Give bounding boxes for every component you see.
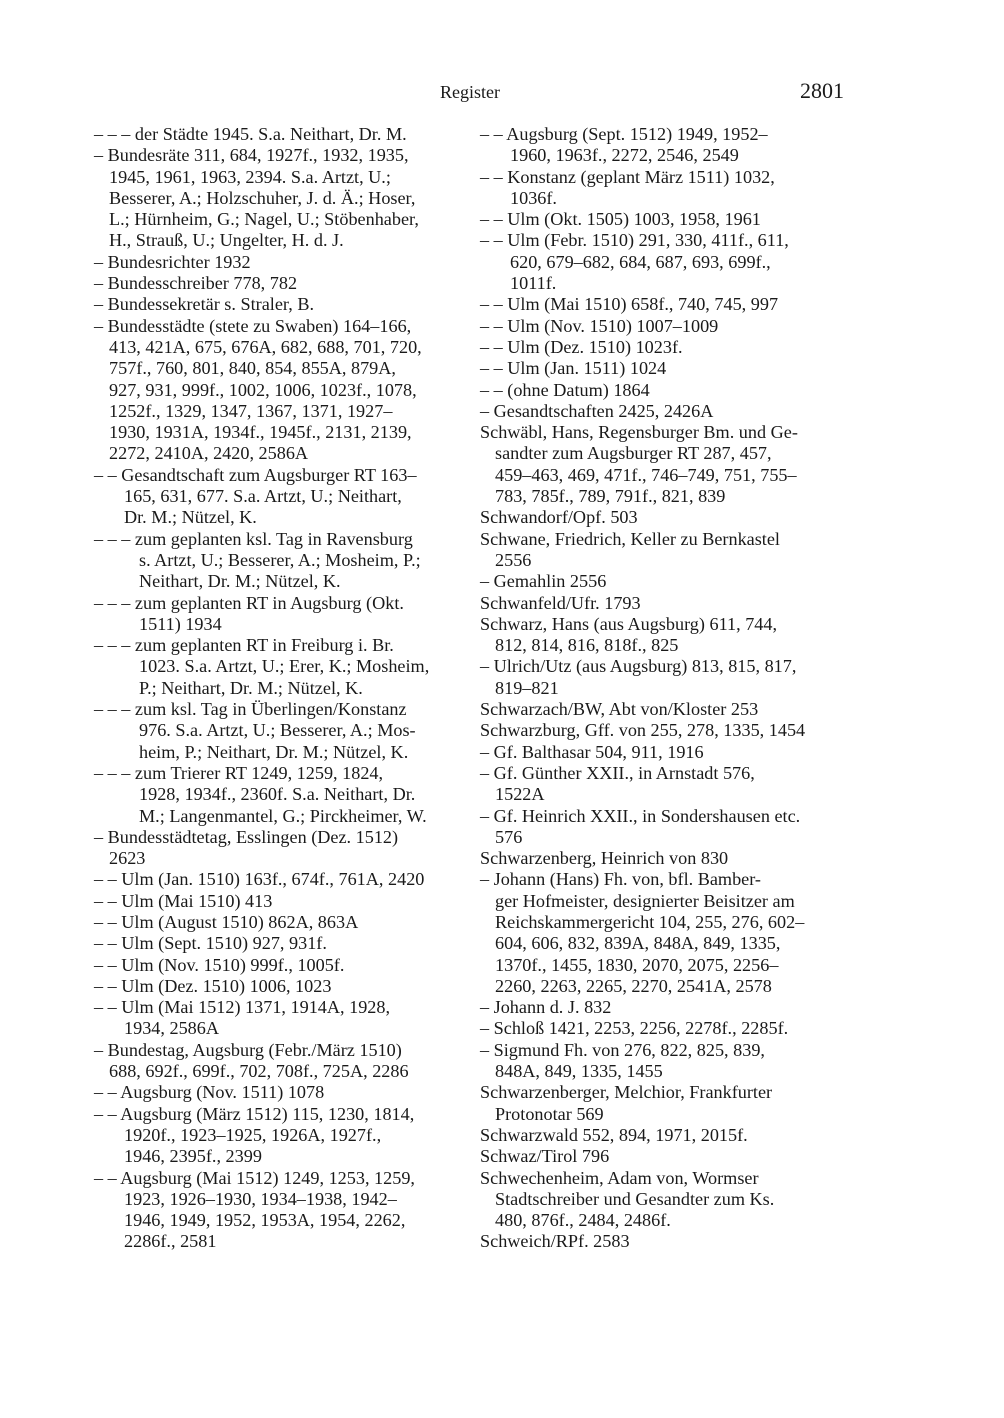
index-entry-line: Schwanfeld/Ufr. 1793 [480,592,641,613]
index-entry-line: – – Ulm (Nov. 1510) 999f., 1005f. [94,954,345,975]
index-entry-line: – – (ohne Datum) 1864 [480,379,650,400]
page-number: 2801 [800,78,844,103]
index-entry-line: – – – der Städte 1945. S.a. Neithart, Dr. M. [94,124,407,144]
index-entry [94,912,474,933]
index-entry-line: – Gesandtschaften 2425, 2426A [480,400,714,421]
index-entry-line: – Bundestag, Augsburg (Febr./März 1510) [94,1039,402,1060]
index-entry [94,827,474,870]
index-entry-line: – – Ulm (Mai 1510) 413 [94,890,273,911]
index-entry-line: 576 [495,826,523,847]
index-entry-line: 459–463, 469, 471f., 746–749, 751, 755– [495,464,797,485]
index-entry [480,1018,860,1039]
index-entry [94,1168,474,1253]
index-entry-line: – – – zum Trierer RT 1249, 1259, 1824, [94,762,384,783]
index-entry-line: – Bundessekretär s. Straler, B. [94,294,314,315]
index-entry-line: 2556 [495,549,532,570]
index-entry-line: 1934, 2586A [124,1018,219,1039]
index-entry [94,273,474,294]
index-entry-line: – Gf. Günther XXII., in Arnstadt 576, [480,762,755,783]
index-entry [94,465,474,529]
index-entry [480,1040,860,1083]
index-entry-line: 2286f., 2581 [124,1231,217,1252]
index-entry-line: – Bundesstädtetag, Esslingen (Dez. 1512) [94,826,399,847]
index-entry-line: – Bundesschreiber 778, 782 [94,273,298,294]
index-entry-line: Schwarzenberg, Heinrich von 830 [480,848,729,869]
index-entry-line: Schwarzburg, Gff. von 255, 278, 1335, 1454 [480,720,806,741]
register-column-right [480,124,860,1253]
index-entry [480,1231,860,1252]
index-entry-line: H., Strauß, U.; Ungelter, H. d. J. [109,230,344,251]
index-entry-line: – – Ulm (Okt. 1505) 1003, 1958, 1961 [480,209,761,230]
register-column-left [94,124,474,1253]
index-entry-line: – – Ulm (Jan. 1511) 1024 [480,358,667,379]
index-entry-line: – – Konstanz (geplant März 1511) 1032, [480,166,775,187]
index-entry [94,252,474,273]
index-entry-line: 783, 785f., 789, 791f., 821, 839 [495,486,726,507]
index-entry-line: 1252f., 1329, 1347, 1367, 1371, 1927– [109,400,393,421]
index-entry [94,933,474,954]
index-entry [480,1082,860,1125]
index-entry-line: Schwandorf/Opf. 503 [480,507,638,528]
index-entry-line: 1945, 1961, 1963, 2394. S.a. Artzt, U.; [109,166,391,187]
index-entry-line: – Gf. Heinrich XXII., in Sondershausen etc. [480,805,801,826]
index-entry-line: Protonotar 569 [495,1103,604,1124]
index-entry-line: 1511) 1934 [139,613,222,634]
index-entry-line: 1946, 1949, 1952, 1953A, 1954, 2262, [124,1210,406,1231]
index-entry [480,614,860,657]
index-entry-line: heim, P.; Neithart, Dr. M.; Nützel, K. [139,741,409,762]
index-entry [480,316,860,337]
index-entry-line: – Bundesstädte (stete zu Swaben) 164–166, [94,315,412,336]
index-entry-line: 2260, 2263, 2265, 2270, 2541A, 2578 [495,975,772,996]
index-entry-line: – – Ulm (Nov. 1510) 1007–1009 [480,315,719,336]
index-entry-line: – – Ulm (Mai 1510) 658f., 740, 745, 997 [480,294,779,315]
index-entry-line: – – Ulm (Jan. 1510) 163f., 674f., 761A, 2420 [94,869,425,890]
index-entry [480,869,860,997]
index-entry-line: – – Ulm (Febr. 1510) 291, 330, 411f., 611, [480,230,789,251]
index-entry-line: 2272, 2410A, 2420, 2586A [109,443,309,464]
index-entry-line: 2623 [109,848,146,869]
index-entry [480,593,860,614]
index-entry-line: – – – zum geplanten RT in Augsburg (Okt. [94,592,404,613]
page-title: Register [440,82,500,102]
index-entry [94,529,474,593]
index-entry-line: 1946, 2395f., 2399 [124,1146,262,1167]
index-entry [480,358,860,379]
index-entry-line: 413, 421A, 675, 676A, 682, 688, 701, 720, [109,336,422,357]
index-entry-line: – Johann (Hans) Fh. von, bfl. Bamber- [480,869,761,890]
index-entry-line: 620, 679–682, 684, 687, 693, 699f., [510,251,771,272]
index-entry [480,1168,860,1232]
index-entry [94,1082,474,1103]
index-entry-line: – Schloß 1421, 2253, 2256, 2278f., 2285f. [480,1018,789,1039]
index-entry-line: – – Augsburg (März 1512) 115, 1230, 1814, [94,1103,415,1124]
index-entry-line: – – – zum geplanten ksl. Tag in Ravensburg [94,528,413,549]
index-entry-line: – Gf. Balthasar 504, 911, 1916 [480,741,704,762]
index-entry [94,1040,474,1083]
index-entry-line: 757f., 760, 801, 840, 854, 855A, 879A, [109,358,396,379]
index-entry-line: – Sigmund Fh. von 276, 822, 825, 839, [480,1039,765,1060]
index-entry-line: – Gemahlin 2556 [480,571,607,592]
index-entry-line: 976. S.a. Artzt, U.; Besserer, A.; Mos- [139,720,416,741]
index-entry-line: 1960, 1963f., 2272, 2546, 2549 [510,145,739,166]
index-entry-line: Schwäbl, Hans, Regensburger Bm. und Ge- [480,422,798,443]
index-entry-line: 1928, 1934f., 2360f. S.a. Neithart, Dr. [139,784,416,805]
index-entry-line: Neithart, Dr. M.; Nützel, K. [139,571,341,592]
index-entry-line: Schwarzach/BW, Abt von/Kloster 253 [480,699,759,720]
index-entry [480,720,860,741]
index-entry [94,976,474,997]
index-entry [480,699,860,720]
index-entry [94,145,474,251]
index-entry-line: 848A, 849, 1335, 1455 [495,1061,663,1082]
index-entry-line: – – Ulm (Mai 1512) 1371, 1914A, 1928, [94,997,391,1018]
index-entry [94,635,474,699]
index-entry-line: 812, 814, 816, 818f., 825 [495,635,679,656]
index-entry-line: Schwechenheim, Adam von, Wormser [480,1167,759,1188]
index-entry [480,806,860,849]
index-entry [480,230,860,294]
index-entry-line: 1023. S.a. Artzt, U.; Erer, K.; Mosheim, [139,656,430,677]
index-entry-line: – – Ulm (Dez. 1510) 1006, 1023 [94,975,332,996]
index-entry [480,1125,860,1146]
index-entry-line: 1923, 1926–1930, 1934–1938, 1942– [124,1188,397,1209]
index-entry-line: 480, 876f., 2484, 2486f. [495,1210,671,1231]
index-entry [480,848,860,869]
index-entry [480,167,860,210]
index-entry-line: Besserer, A.; Holzschuher, J. d. Ä.; Hoser, [109,187,416,208]
index-entry-line: 927, 931, 999f., 1002, 1006, 1023f., 1078, [109,379,417,400]
index-entry-line: P.; Neithart, Dr. M.; Nützel, K. [139,677,363,698]
index-entry-line: M.; Langenmantel, G.; Pirckheimer, W. [139,805,427,826]
index-entry-line: 1920f., 1923–1925, 1926A, 1927f., [124,1124,382,1145]
index-entry-line: 1036f. [510,187,557,208]
index-entry [480,209,860,230]
index-entry-line: Schwarz, Hans (aus Augsburg) 611, 744, [480,613,778,634]
index-entry [480,571,860,592]
index-entry [480,507,860,528]
index-entry-line: 1930, 1931A, 1934f., 1945f., 2131, 2139, [109,422,412,443]
index-entry [94,763,474,827]
index-entry-line: ger Hofmeister, designierter Beisitzer am [495,890,795,911]
index-entry-line: – – – zum ksl. Tag in Überlingen/Konstanz [94,699,407,720]
index-entry-line: – – Ulm (August 1510) 862A, 863A [94,911,359,932]
index-entry [480,763,860,806]
index-entry [94,593,474,636]
index-entry-line: – Ulrich/Utz (aus Augsburg) 813, 815, 817, [480,656,797,677]
index-entry [480,124,860,167]
index-entry-line: – – Ulm (Dez. 1510) 1023f. [480,336,683,357]
index-entry-line: 1370f., 1455, 1830, 2070, 2075, 2256– [495,954,779,975]
index-entry-line: sandter zum Augsburger RT 287, 457, [495,443,772,464]
index-entry-line: – – Ulm (Sept. 1510) 927, 931f. [94,933,327,954]
index-entry [94,124,474,145]
index-entry [480,1146,860,1167]
index-entry-line: – Bundesrichter 1932 [94,251,251,272]
index-entry-line: – – – zum geplanten RT in Freiburg i. Br. [94,635,394,656]
index-entry-line: – – Augsburg (Nov. 1511) 1078 [94,1082,325,1103]
index-entry-line: Dr. M.; Nützel, K. [124,507,257,528]
index-entry-line: Schwarzenberger, Melchior, Frankfurter [480,1082,773,1103]
index-entry [94,891,474,912]
index-entry [480,294,860,315]
index-entry-line: s. Artzt, U.; Besserer, A.; Mosheim, P.; [139,549,421,570]
index-entry-line: 1522A [495,784,545,805]
index-entry [94,869,474,890]
index-entry [480,742,860,763]
index-entry [480,422,860,507]
index-entry [480,380,860,401]
index-entry-line: 688, 692f., 699f., 702, 708f., 725A, 2286 [109,1061,409,1082]
index-entry-line: L.; Hürnheim, G.; Nagel, U.; Stöbenhaber, [109,209,419,230]
index-entry [480,529,860,572]
index-entry [94,294,474,315]
index-entry [480,997,860,1018]
index-entry [94,955,474,976]
index-entry-line: Schwarzwald 552, 894, 1971, 2015f. [480,1124,748,1145]
index-entry-line: – – Augsburg (Mai 1512) 1249, 1253, 1259, [94,1167,415,1188]
index-entry-line: – Bundesräte 311, 684, 1927f., 1932, 1935, [94,145,409,166]
index-entry-line: Reichskammergericht 104, 255, 276, 602– [495,911,805,932]
index-entry-line: 819–821 [495,677,559,698]
index-entry-line: – Johann d. J. 832 [480,997,612,1018]
index-entry-line: – – Gesandtschaft zum Augsburger RT 163– [94,464,417,485]
index-entry-line: Schwaz/Tirol 796 [480,1146,610,1167]
index-entry-line: 165, 631, 677. S.a. Artzt, U.; Neithart, [124,486,402,507]
index-entry [94,1104,474,1168]
index-entry-line: 604, 606, 832, 839A, 848A, 849, 1335, [495,933,781,954]
index-entry [480,401,860,422]
index-entry-line: Schwane, Friedrich, Keller zu Bernkastel [480,528,780,549]
index-entry [480,656,860,699]
index-entry [94,316,474,465]
index-entry-line: Schweich/RPf. 2583 [480,1231,630,1252]
index-entry-line: – – Augsburg (Sept. 1512) 1949, 1952– [480,124,768,144]
index-entry-line: Stadtschreiber und Gesandter zum Ks. [495,1188,775,1209]
index-entry [94,699,474,763]
index-entry-line: 1011f. [510,273,557,294]
index-entry [480,337,860,358]
index-entry [94,997,474,1040]
